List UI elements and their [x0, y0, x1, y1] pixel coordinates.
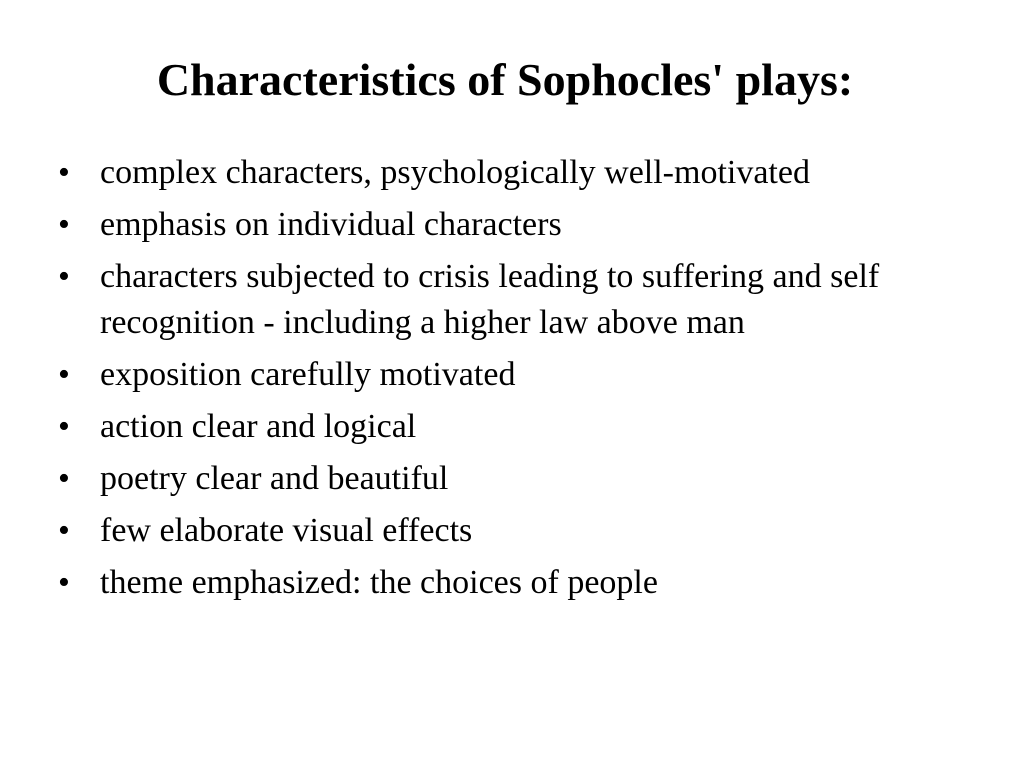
bullet-icon: • [58, 512, 70, 549]
bullet-icon: • [58, 154, 70, 191]
list-item-text: characters subjected to crisis leading to suffering and self recognition - including a higher law above man [100, 258, 880, 341]
list-item-text: exposition carefully motivated [100, 356, 516, 393]
list-item-text: few elaborate visual effects [100, 512, 473, 549]
list-item-text: action clear and logical [100, 408, 417, 445]
list-item [58, 508, 988, 554]
bullet-icon: • [58, 258, 70, 295]
list-item-text: theme emphasized: the choices of people [100, 564, 658, 601]
slide-title: Characteristics of Sophocles' plays: [156, 54, 854, 105]
list-item [58, 560, 988, 606]
list-item [58, 254, 988, 346]
bullet-list [58, 150, 988, 612]
bullet-icon: • [58, 460, 70, 497]
list-item [58, 404, 988, 450]
list-item-text: complex characters, psychologically well-motivated [100, 154, 810, 191]
bullet-icon: • [58, 206, 70, 243]
bullet-icon: • [58, 356, 70, 393]
list-item-text: emphasis on individual characters [100, 206, 562, 243]
list-item [58, 352, 988, 398]
list-item [58, 202, 988, 248]
bullet-icon: • [58, 408, 70, 445]
list-item [58, 150, 988, 196]
list-item [58, 456, 988, 502]
list-item-text: poetry clear and beautiful [100, 460, 449, 497]
bullet-icon: • [58, 564, 70, 601]
